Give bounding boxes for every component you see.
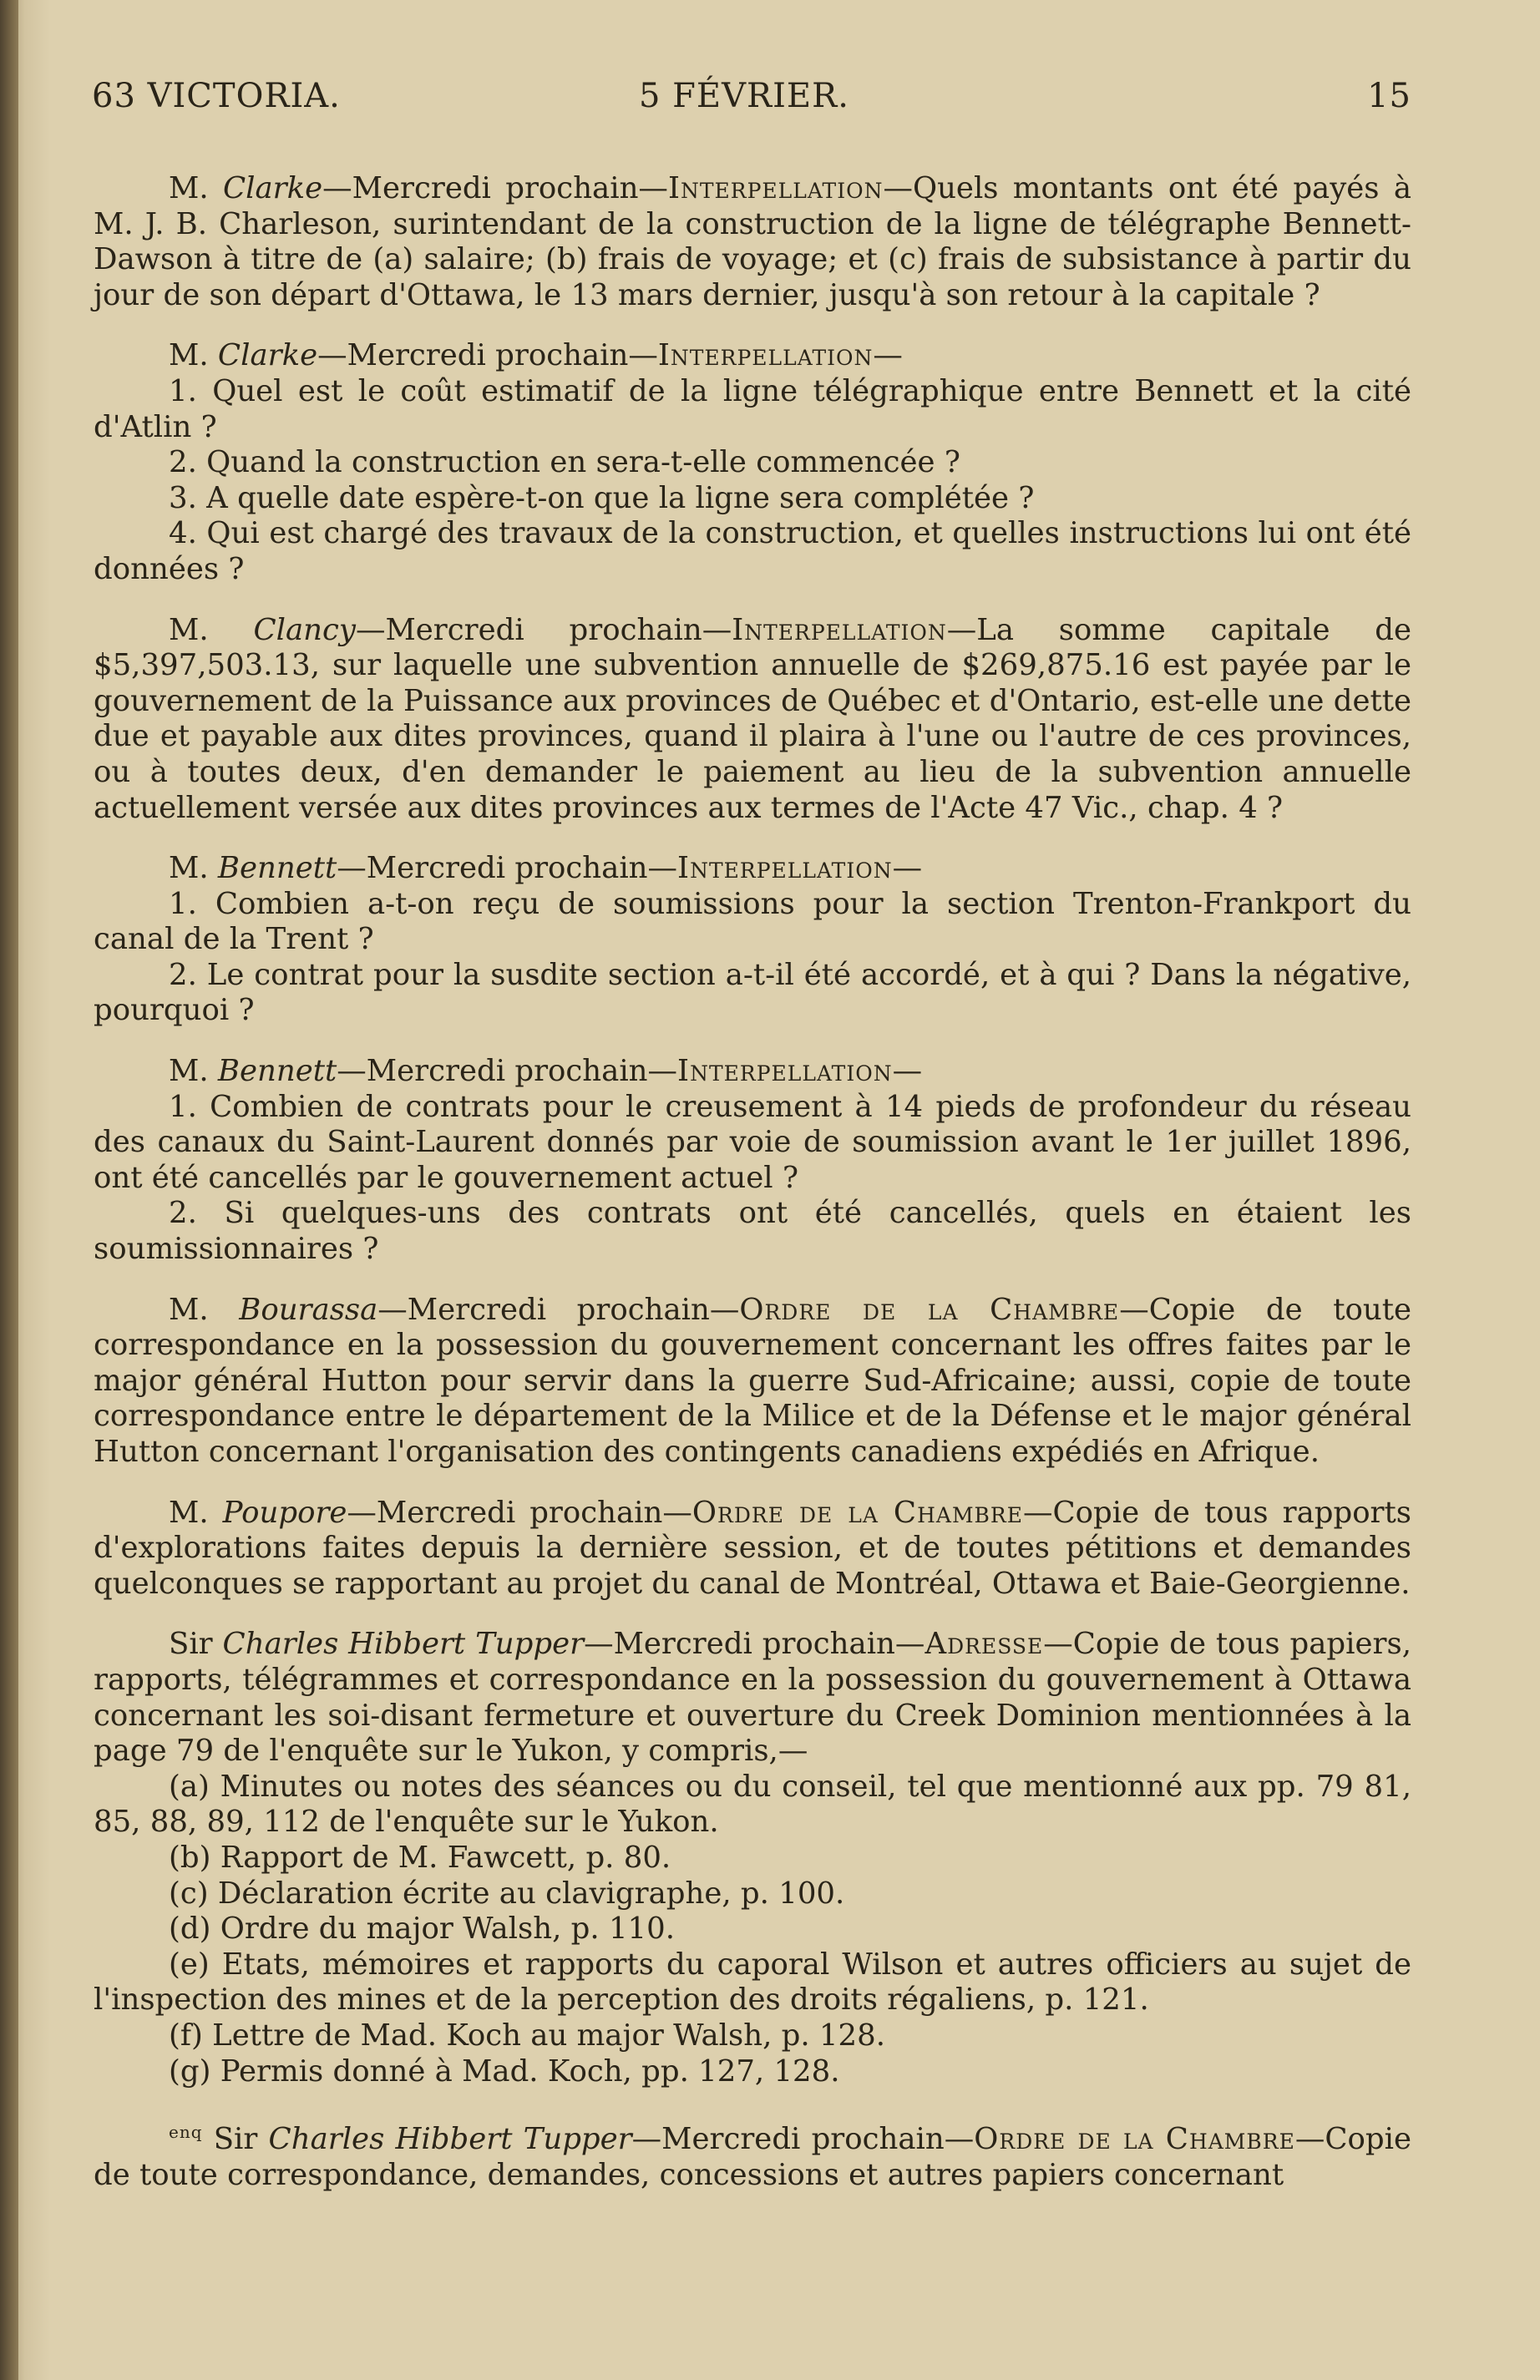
entry-item: 2. Quand la construction en sera-t-elle commencée ? — [169, 445, 960, 480]
margin-mark: enq — [169, 2122, 203, 2143]
member-name: Charles Hibbert Tupper — [222, 1627, 585, 1662]
entry-title: M. — [169, 338, 218, 373]
entry-item: 3. A quelle date espère-t-on que la ligne sera complétée ? — [169, 480, 1035, 515]
journal-body — [94, 171, 1411, 2218]
entry-item: (b) Rapport de M. Fawcett, p. 80. — [169, 1840, 671, 1875]
entry-text: — — [873, 338, 903, 373]
journal-entry — [94, 613, 1411, 827]
entry-kind: Adresse — [925, 1627, 1044, 1662]
entry-text: —Copie de tous rapports d'explorations faites depuis la dernière session, et de toutes pétitions et demandes quelconques se rapportant au projet du canal de Montréal, Ottawa et Baie-Georgienne. — [94, 1495, 1412, 1601]
entry-title: M. — [169, 612, 254, 647]
journal-entry — [94, 1627, 1411, 2089]
entry-item: 2. Si quelques-uns des contrats ont été cancellés, quels en étaient les soumissionnaires ? — [94, 1196, 1411, 1267]
journal-entry — [94, 1054, 1411, 1268]
entry-text: —Quels montants ont été payés à M. J. B. Charleson, surintendant de la construction de la ligne de télégraphe Bennett-Dawson à titre de (a) salaire; (b) frais de voyage; et (c) frais de subsistance à partir du jour de son départ d'Ottawa, le 13 mars dernier, jusqu'à son retour à la capitale ? — [94, 171, 1411, 312]
entry-title: M. — [169, 851, 218, 886]
page-header — [92, 77, 1411, 119]
entry-kind: Interpellation — [667, 171, 884, 205]
entry-title: Sir — [213, 2121, 269, 2156]
entry-kind: Interpellation — [732, 612, 947, 647]
entry-item: 1. Combien de contrats pour le creusement à 14 pieds de profondeur du réseau des canaux du Saint-Laurent donnés par voie de soumission avant le 1er juillet 1896, ont été cancellés par le gouvernement actuel ? — [94, 1089, 1411, 1195]
entry-day: —Mercredi prochain— — [322, 171, 668, 205]
member-name: Charles Hibbert Tupper — [268, 2121, 632, 2156]
entry-paragraph — [94, 613, 1411, 827]
entry-text: —Copie de tous papiers, rapports, télégrammes et correspondance en la possession du gouvernement à Ottawa concernant les soi-disant fermeture et ouverture du Creek Dominion mentionnées à la page 79 de l'enquête sur le Yukon, y compris,— — [94, 1627, 1411, 1769]
entry-text: —La somme capitale de $5,397,503.13, sur laquelle une subvention annuelle de $269,875.16 est payée par le gouvernement de la Puissance aux provinces de Québec et d'Ontario, est-elle une dette due et payable aux dites provinces, quand il plaira à l'une ou l'autre de ces provinces, ou à toutes deux, d'en demander le paiement au lieu de la subvention annuelle actuellement versée aux dites provinces aux termes de l'Acte 47 Vic., chap. 4 ? — [94, 612, 1412, 825]
entry-kind: Interpellation — [657, 338, 874, 373]
entry-kind: Ordre de la Chambre — [974, 2121, 1295, 2156]
entry-title: M. — [169, 171, 223, 205]
header-date: 5 FÉVRIER. — [639, 77, 849, 115]
entry-paragraph — [94, 1627, 1411, 1769]
entry-item: 4. Qui est chargé des travaux de la construction, et quelles instructions lui ont été données ? — [94, 516, 1411, 586]
member-name: Bennett — [217, 851, 337, 886]
entry-day: —Mercredi prochain— — [355, 612, 732, 647]
entry-title: M. — [169, 1054, 218, 1089]
entry-paragraph — [94, 2114, 1411, 2193]
journal-entry — [94, 851, 1411, 1029]
entry-paragraph — [94, 1496, 1411, 1603]
member-name: Clancy — [253, 612, 356, 647]
entry-kind: Ordre de la Chambre — [739, 1292, 1120, 1327]
member-name: Bennett — [217, 1054, 337, 1089]
entry-item: (f) Lettre de Mad. Koch au major Walsh, p. 128. — [169, 2018, 885, 2053]
journal-entry — [94, 1496, 1411, 1603]
entry-item: 1. Quel est le coût estimatif de la ligne télégraphique entre Bennett et la cité d'Atlin ? — [94, 373, 1411, 444]
journal-entry — [94, 171, 1411, 313]
entry-title: M. — [169, 1495, 223, 1530]
entry-text: —Copie de toute correspondance, demandes, concessions et autres papiers concernant — [94, 2121, 1411, 2192]
entry-title: Sir — [169, 1627, 223, 1662]
entry-text: —Copie de toute correspondance en la possession du gouvernement concernant les offres faites par le major général Hutton pour servir dans la guerre Sud-Africaine; aussi, copie de toute correspondance entre le département de la Milice et de la Défense et le major général Hutton concernant l'organisation des contingents canadiens expédiés en Afrique. — [94, 1292, 1412, 1469]
entry-paragraph — [94, 171, 1411, 313]
entry-paragraph — [94, 1293, 1411, 1471]
entry-item: 1. Combien a-t-on reçu de soumissions pour la section Trenton-Frankport du canal de la Trent ? — [94, 886, 1411, 957]
entry-day: —Mercredi prochain— — [337, 1054, 678, 1089]
entry-text: — — [892, 1054, 923, 1089]
member-name: Clarke — [222, 171, 323, 205]
entry-item: (g) Permis donné à Mad. Koch, pp. 127, 128. — [169, 2053, 840, 2089]
entry-day: —Mercredi prochain— — [337, 851, 678, 886]
entry-paragraph — [94, 1054, 1411, 1090]
journal-entry — [94, 2114, 1411, 2193]
page-number: 15 — [1367, 77, 1411, 115]
entry-item: 2. Le contrat pour la susdite section a-t-il été accordé, et à qui ? Dans la négative, pourquoi ? — [94, 957, 1411, 1028]
entry-kind: Ordre de la Chambre — [691, 1495, 1023, 1530]
entry-item: (d) Ordre du major Walsh, p. 110. — [169, 1912, 676, 1947]
book-spine-shadow — [0, 0, 18, 2380]
entry-kind: Interpellation — [677, 1054, 893, 1089]
entry-day: —Mercredi prochain— — [317, 338, 658, 373]
entry-item: (c) Déclaration écrite au clavigraphe, p. 100. — [169, 1876, 845, 1911]
entry-paragraph — [94, 338, 1411, 374]
entry-item: (a) Minutes ou notes des séances ou du conseil, tel que mentionné aux pp. 79 81, 85, 88, 89, 112 de l'enquête sur le Yukon. — [94, 1769, 1411, 1840]
entry-day: —Mercredi prochain— — [584, 1627, 925, 1662]
header-session: 63 VICTORIA. — [92, 77, 341, 115]
entry-item: (e) Etats, mémoires et rapports du caporal Wilson et autres officiers au sujet de l'inspection des mines et de la perception des droits régaliens, p. 121. — [94, 1947, 1411, 2018]
member-name: Poupore — [222, 1495, 347, 1530]
journal-entry — [94, 1293, 1411, 1471]
member-name: Clarke — [217, 338, 318, 373]
entry-day: —Mercredi prochain— — [631, 2121, 975, 2156]
entry-paragraph — [94, 851, 1411, 887]
entry-title: M. — [169, 1292, 240, 1327]
journal-entry — [94, 338, 1411, 587]
entry-kind: Interpellation — [677, 851, 893, 886]
member-name: Bourassa — [239, 1292, 378, 1327]
entry-text: — — [892, 851, 923, 886]
entry-day: —Mercredi prochain— — [377, 1292, 740, 1327]
entry-day: —Mercredi prochain— — [347, 1495, 692, 1530]
